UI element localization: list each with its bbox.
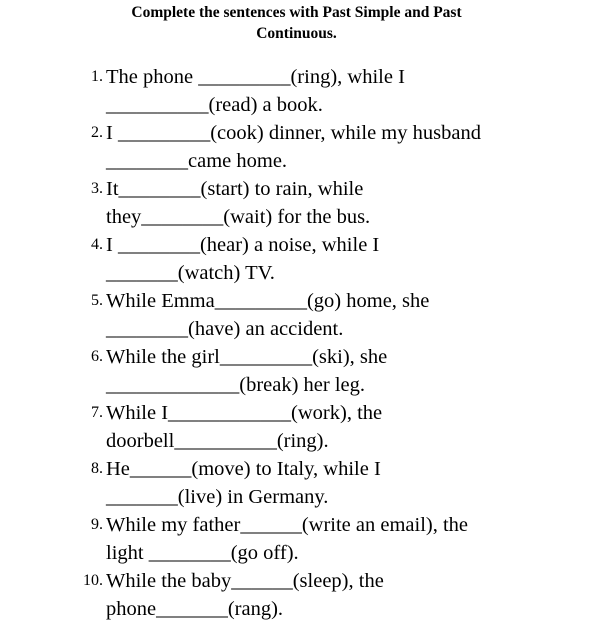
worksheet-title <box>0 2 593 44</box>
exercise-list <box>0 63 593 623</box>
exercise-line <box>0 567 593 595</box>
sentence-line-2: _______(live) in Germany. <box>106 486 329 508</box>
sentence-line-2: ________(have) an accident. <box>106 318 344 340</box>
sentence-line-2: phone_______(rang). <box>106 598 284 620</box>
sentence-line-1: While Emma_________(go) home, she <box>106 290 430 312</box>
exercise-line <box>0 175 593 203</box>
exercise-item <box>0 455 593 511</box>
exercise-line <box>0 315 593 343</box>
exercise-line <box>0 119 593 147</box>
exercise-line <box>0 455 593 483</box>
exercise-number: 1. <box>91 68 103 85</box>
sentence-line-1: The phone _________(ring), while I <box>106 66 405 88</box>
exercise-line <box>0 371 593 399</box>
exercise-line <box>0 287 593 315</box>
sentence-line-2: _______(watch) TV. <box>106 262 275 284</box>
exercise-line <box>0 427 593 455</box>
sentence-line-1: I _________(cook) dinner, while my husband <box>106 122 481 144</box>
exercise-item <box>0 287 593 343</box>
sentence-line-2: light ________(go off). <box>106 542 299 564</box>
sentence-line-1: It________(start) to rain, while <box>106 178 364 200</box>
exercise-line <box>0 147 593 175</box>
exercise-line <box>0 595 593 623</box>
sentence-line-1: He______(move) to Italy, while I <box>106 458 381 480</box>
exercise-line <box>0 63 593 91</box>
exercise-item <box>0 175 593 231</box>
exercise-number: 2. <box>91 124 103 141</box>
exercise-item <box>0 511 593 567</box>
sentence-line-2: __________(read) a book. <box>106 94 323 116</box>
title-line-2: Continuous. <box>256 25 337 42</box>
sentence-line-1: While the baby______(sleep), the <box>106 570 384 592</box>
sentence-line-1: While I____________(work), the <box>106 402 383 424</box>
sentence-line-2: doorbell__________(ring). <box>106 430 329 452</box>
title-line-1: Complete the sentences with Past Simple and Past <box>131 4 462 21</box>
exercise-line <box>0 343 593 371</box>
exercise-item <box>0 231 593 287</box>
exercise-number: 6. <box>91 348 103 365</box>
exercise-item <box>0 343 593 399</box>
exercise-line <box>0 539 593 567</box>
sentence-line-1: While my father______(write an email), the <box>106 514 469 536</box>
exercise-number: 5. <box>91 292 103 309</box>
exercise-number: 7. <box>91 404 103 421</box>
exercise-line <box>0 511 593 539</box>
sentence-line-2: ________came home. <box>106 150 288 172</box>
exercise-item <box>0 567 593 623</box>
exercise-line <box>0 399 593 427</box>
exercise-item <box>0 119 593 175</box>
sentence-line-2: they________(wait) for the bus. <box>106 206 371 228</box>
exercise-line <box>0 203 593 231</box>
exercise-line <box>0 231 593 259</box>
exercise-number: 9. <box>91 516 103 533</box>
exercise-item <box>0 399 593 455</box>
exercise-number: 10. <box>83 572 103 589</box>
exercise-number: 3. <box>91 180 103 197</box>
sentence-line-1: I ________(hear) a noise, while I <box>106 234 380 256</box>
exercise-item <box>0 63 593 119</box>
exercise-line <box>0 483 593 511</box>
exercise-line <box>0 259 593 287</box>
sentence-line-1: While the girl_________(ski), she <box>106 346 388 368</box>
exercise-line <box>0 91 593 119</box>
sentence-line-2: _____________(break) her leg. <box>106 374 366 396</box>
exercise-number: 8. <box>91 460 103 477</box>
exercise-number: 4. <box>91 236 103 253</box>
